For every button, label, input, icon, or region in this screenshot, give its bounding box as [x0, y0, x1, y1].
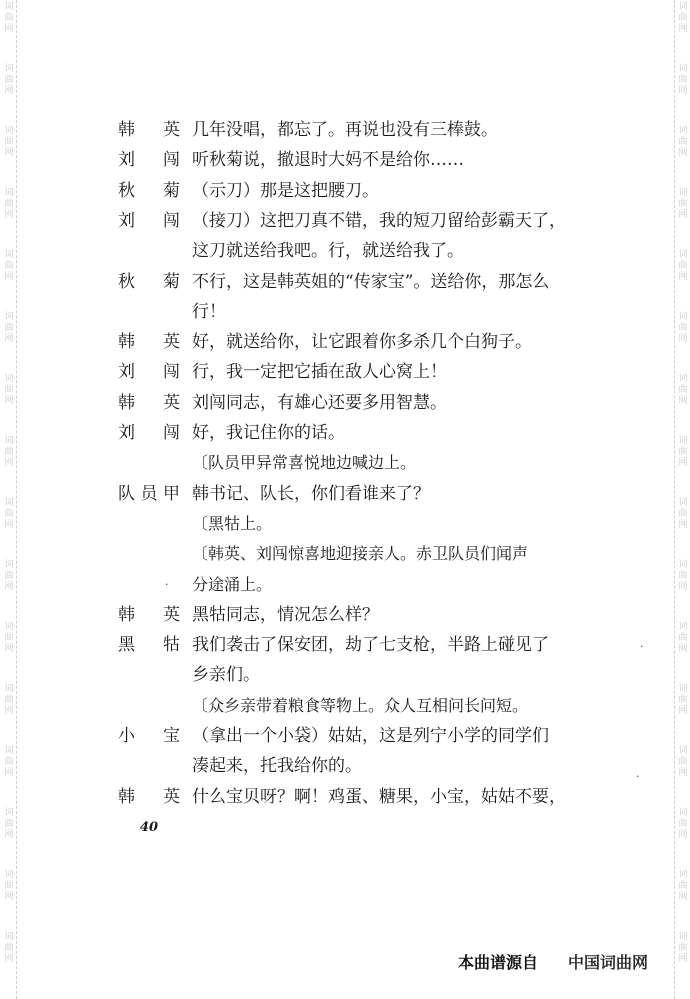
watermark-text: 词 曲 网: [4, 2, 14, 34]
print-speck: ·: [165, 578, 169, 591]
stage-direction-text: 〔黑牯上。: [192, 513, 273, 533]
footer-source-label: 本曲谱源自: [458, 953, 539, 972]
dialogue-text: 行！: [192, 301, 226, 322]
watermark-text: 词 曲 网: [4, 870, 14, 902]
watermark-text: 词 曲 网: [678, 870, 688, 902]
watermark-text: 词 曲 网: [4, 684, 14, 716]
speaker-name: 小 宝: [118, 726, 180, 746]
watermark-text: 词 曲 网: [678, 374, 688, 406]
print-speck: ·: [640, 640, 644, 653]
watermark-text: 词 曲 网: [4, 746, 14, 778]
speaker-name: 秋 菊: [118, 180, 180, 201]
speaker-name: 韩 英: [118, 120, 180, 140]
watermark-text: 词 曲 网: [678, 64, 688, 96]
speaker-name: 韩 英: [118, 392, 180, 413]
dialogue-text: 刘闯同志，有雄心还要多用智慧。: [192, 392, 447, 413]
dialogue-text: （拿出一个小袋）姑姑，这是列宁小学的同学们: [192, 726, 549, 746]
footer-credit: [0, 950, 690, 976]
dialogue-text: 黑牯同志，情况怎么样？: [192, 604, 379, 625]
dialogue-text: （示刀）那是这把腰刀。: [192, 180, 379, 201]
stage-direction-text: 〔众乡亲带着粮食等物上。众人互相问长问短。: [192, 695, 529, 715]
watermark-text: 词 曲 网: [4, 932, 14, 964]
watermark-text: 词 曲 网: [678, 622, 688, 654]
watermark-text: 词 曲 网: [4, 188, 14, 220]
dialogue-text: 行，我一定把它插在敌人心窝上！: [192, 362, 447, 383]
watermark-text: 词 曲 网: [4, 808, 14, 840]
watermark-text: 词 曲 网: [678, 126, 688, 158]
dialogue-text: 韩书记、队长，你们看谁来了？: [192, 483, 430, 504]
page-number: 40: [140, 820, 159, 835]
watermark-text: 词 曲 网: [4, 374, 14, 406]
stage-direction-text: 〔韩英、刘闯惊喜地迎接亲人。赤卫队员们闻声: [192, 544, 529, 564]
speaker-name: 刘 闯: [118, 362, 180, 383]
watermark-text: 词 曲 网: [4, 498, 14, 530]
dialogue-text: 凑起来，托我给你的。: [192, 756, 362, 777]
speaker-name: 韩 英: [118, 332, 180, 353]
print-speck: ·: [636, 770, 640, 783]
watermark-text: 词 曲 网: [678, 2, 688, 34]
watermark-text: 词 曲 网: [4, 312, 14, 344]
dialogue-text: 我们袭击了保安团，劫了七支枪，半路上碰见了: [192, 635, 549, 656]
dialogue-text: 这刀就送给我吧。行，就送给我了。: [192, 241, 464, 262]
watermark-text: 词 曲 网: [4, 436, 14, 468]
watermark-text: 词 曲 网: [4, 64, 14, 96]
watermark-text: 词 曲 网: [678, 746, 688, 778]
speaker-name: 刘 闯: [118, 210, 180, 231]
watermark-text: 词 曲 网: [4, 250, 14, 282]
watermark-text: 词 曲 网: [678, 560, 688, 592]
speaker-name: 韩 英: [118, 604, 180, 625]
watermark-text: 词 曲 网: [4, 126, 14, 158]
dialogue-text: （接刀）这把刀真不错，我的短刀留给彭霸天了，: [192, 210, 566, 231]
dialogue-text: 不行，这是韩英姐的“传家宝”。送给你，那怎么: [192, 271, 550, 292]
speaker-name: 黑 牯: [118, 635, 180, 656]
dialogue-text: 几年没唱，都忘了。再说也没有三棒鼓。: [192, 120, 498, 140]
dialogue-text: 好，就送给你，让它跟着你多杀几个白狗子。: [192, 332, 532, 353]
footer-site-link[interactable]: 中国词曲网: [568, 953, 649, 972]
watermark-text: 词 曲 网: [678, 188, 688, 220]
stage-direction-text: 〔队员甲异常喜悦地边喊边上。: [192, 453, 417, 473]
watermark-text: 词 曲 网: [4, 560, 14, 592]
watermark-text: 词 曲 网: [678, 312, 688, 344]
dialogue-text: 好，我记住你的话。: [192, 423, 345, 443]
speaker-name: 刘 闯: [118, 150, 180, 171]
watermark-text: 词 曲 网: [678, 250, 688, 282]
stage-direction-text: 分途涌上。: [192, 574, 273, 594]
watermark-text: 词 曲 网: [678, 932, 688, 964]
speaker-name: 秋 菊: [118, 271, 180, 292]
speaker-name: 韩 英: [118, 786, 180, 807]
watermark-text: 词 曲 网: [678, 808, 688, 840]
speaker-name: 刘 闯: [118, 423, 180, 443]
watermark-text: 词 曲 网: [678, 684, 688, 716]
watermark-text: 词 曲 网: [678, 436, 688, 468]
dialogue-text: 什么宝贝呀？啊！鸡蛋、糖果，小宝，姑姑不要，: [192, 786, 566, 807]
watermark-text: 词 曲 网: [678, 498, 688, 530]
watermark-text: 词 曲 网: [4, 622, 14, 654]
dialogue-text: 听秋菊说，撤退时大妈不是给你……: [192, 150, 464, 171]
speaker-name: 队 员 甲: [118, 483, 180, 504]
dialogue-text: 乡亲们。: [192, 665, 260, 686]
